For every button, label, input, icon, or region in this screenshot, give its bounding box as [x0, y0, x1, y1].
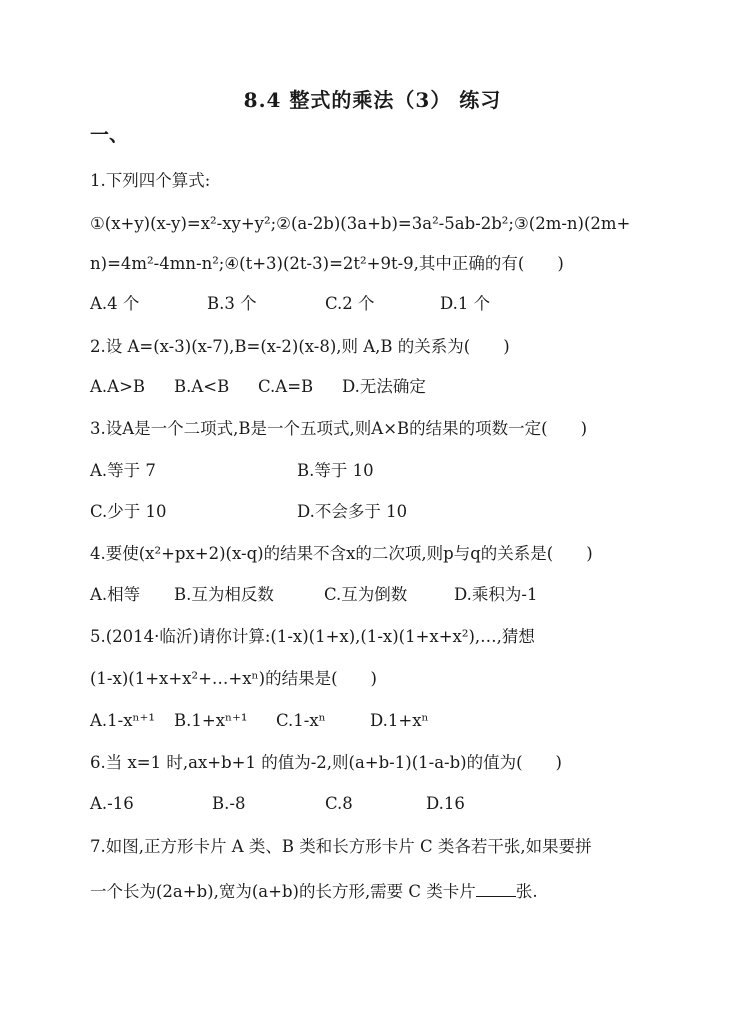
option-c: C.1-xⁿ: [276, 711, 326, 730]
question-4-stem: 4.要使(x²+px+2)(x-q)的结果不含x的二次项,则p与q的关系是( ): [90, 544, 593, 563]
option-b: B.A<B: [174, 377, 230, 396]
question-7-line-2: [90, 880, 690, 903]
option-b: B.-8: [212, 794, 246, 813]
option-c: C.A=B: [258, 377, 314, 396]
option-c: C.2 个: [325, 294, 375, 313]
option-a: A.等于 7: [90, 461, 156, 480]
option-c: C.8: [325, 794, 353, 813]
question-1-stem: 1.下列四个算式:: [90, 171, 211, 190]
option-a: A.相等: [90, 585, 141, 604]
question-6-stem: 6.当 x=1 时,ax+b+1 的值为-2,则(a+b-1)(1-a-b)的值为( ): [90, 753, 562, 772]
option-b: B.等于 10: [297, 461, 374, 480]
question-3-options-row-1: [90, 460, 690, 482]
option-b: B.1+xⁿ⁺¹: [174, 711, 248, 730]
question-7-text-before-blank: 一个长为(2a+b),宽为(a+b)的长方形,需要 C 类卡片: [90, 882, 476, 901]
question-3-options-row-2: [90, 501, 690, 523]
option-d: D.乘积为-1: [454, 585, 538, 604]
option-a: A.4 个: [90, 294, 140, 313]
question-1-options: [90, 293, 690, 315]
question-7-stem: 7.如图,正方形卡片 A 类、B 类和长方形卡片 C 类各若干张,如果要拼: [90, 837, 592, 856]
question-7-text-after-blank: 张.: [515, 882, 538, 901]
option-d: D.16: [426, 794, 465, 813]
question-1-line-3: n)=4m²-4mn-n²;④(t+3)(2t-3)=2t²+9t-9,其中正确的有( ): [90, 254, 564, 273]
question-2-stem: 2.设 A=(x-3)(x-7),B=(x-2)(x-8),则 A,B 的关系为( ): [90, 337, 510, 356]
option-a: A.1-xⁿ⁺¹: [90, 711, 156, 730]
question-6-options: [90, 793, 690, 815]
question-5-options: [90, 710, 690, 732]
option-d: D.无法确定: [342, 377, 426, 396]
option-c: C.少于 10: [90, 502, 167, 521]
option-d: D.不会多于 10: [297, 502, 408, 521]
question-1-line-2: ①(x+y)(x-y)=x²-xy+y²;②(a-2b)(3a+b)=3a²-5ab-2b²;③(2m-n)(2m+: [90, 214, 631, 233]
page-title: 8.4 整式的乘法（3） 练习: [243, 88, 502, 112]
answer-blank[interactable]: [476, 880, 516, 897]
option-d: D.1 个: [440, 294, 491, 313]
option-a: A.A>B: [90, 377, 146, 396]
question-5-line-2: (1-x)(1+x+x²+…+xⁿ)的结果是( ): [90, 669, 377, 688]
question-4-options: [90, 584, 690, 606]
question-2-options: [90, 376, 690, 398]
question-5-stem: 5.(2014·临沂)请你计算:(1-x)(1+x),(1-x)(1+x+x²),…,猜想: [90, 627, 535, 646]
option-c: C.互为倒数: [324, 585, 408, 604]
section-heading: 一、: [90, 124, 129, 146]
option-a: A.-16: [90, 794, 134, 813]
option-d: D.1+xⁿ: [370, 711, 429, 730]
option-b: B.互为相反数: [174, 585, 274, 604]
question-3-stem: 3.设A是一个二项式,B是一个五项式,则A×B的结果的项数一定( ): [90, 419, 588, 438]
option-b: B.3 个: [207, 294, 257, 313]
